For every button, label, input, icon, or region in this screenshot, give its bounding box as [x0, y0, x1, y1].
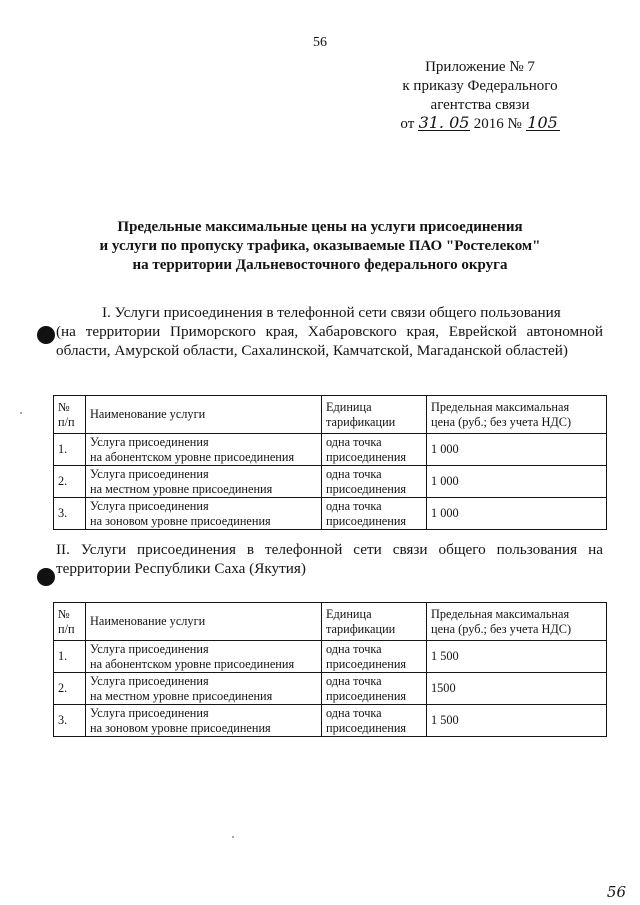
- row-num: 2.: [54, 673, 86, 705]
- hole-punch-mark: [37, 326, 55, 344]
- row-price: 1 000: [427, 498, 607, 530]
- table-row: [54, 434, 607, 466]
- row-price: 1 000: [427, 466, 607, 498]
- hole-punch-mark: [37, 568, 55, 586]
- title-line-1: Предельные максимальные цены на услуги присоединения: [117, 219, 523, 235]
- document-title: [70, 218, 570, 275]
- row-service: Услуга присоединения на зоновом уровне присоединения: [86, 705, 322, 737]
- header-unit: Единица тарификации: [322, 603, 427, 641]
- tariffs-table-1: [53, 395, 607, 530]
- section-1-line-3: области, Амурской области, Сахалинской, Камчатской, Магаданской областей): [56, 342, 568, 359]
- row-num: 2.: [54, 466, 86, 498]
- table-row: [54, 673, 607, 705]
- from-label: от: [400, 116, 415, 132]
- header-service: Наименование услуги: [86, 603, 322, 641]
- row-service: Услуга присоединения на абонентском уровне присоединения: [86, 641, 322, 673]
- page-number: 56: [313, 35, 327, 50]
- handwritten-page-number: 56: [606, 883, 626, 901]
- section-1-line-2: (на территории Приморского края, Хабаровского края, Еврейской автономной: [56, 323, 603, 340]
- row-num: 1.: [54, 641, 86, 673]
- title-line-3: на территории Дальневосточного федерального округа: [132, 257, 508, 273]
- scan-speck: [20, 412, 22, 414]
- table-row: [54, 498, 607, 530]
- appendix-line-2: к приказу Федерального: [402, 78, 558, 94]
- header-num: № п/п: [54, 396, 86, 434]
- row-unit: одна точка присоединения: [322, 641, 427, 673]
- appendix-line-3: агентства связи: [430, 97, 530, 113]
- header-num: № п/п: [54, 603, 86, 641]
- row-num: 3.: [54, 498, 86, 530]
- row-price: 1 500: [427, 705, 607, 737]
- row-service: Услуга присоединения на местном уровне присоединения: [86, 673, 322, 705]
- row-price: 1500: [427, 673, 607, 705]
- section-1-line-1: I. Услуги присоединения в телефонной сети связи общего пользования: [102, 304, 561, 321]
- tariffs-table-2: [53, 602, 607, 737]
- table-row: [54, 466, 607, 498]
- row-num: 3.: [54, 705, 86, 737]
- title-line-2: и услуги по пропуску трафика, оказываемые ПАО "Ростелеком": [99, 238, 541, 254]
- row-service: Услуга присоединения на местном уровне присоединения: [86, 466, 322, 498]
- row-price: 1 000: [427, 434, 607, 466]
- header-price: Предельная максимальная цена (руб.; без учета НДС): [427, 396, 607, 434]
- row-service: Услуга присоединения на зоновом уровне присоединения: [86, 498, 322, 530]
- table-header-row: [54, 396, 607, 434]
- section-2-line-1: II. Услуги присоединения в телефонной сети связи общего пользования на: [56, 541, 603, 558]
- header-service: Наименование услуги: [86, 396, 322, 434]
- year-and-number-label: 2016 №: [473, 116, 522, 132]
- appendix-header: [380, 58, 580, 134]
- row-num: 1.: [54, 434, 86, 466]
- handwritten-date: 31. 05: [418, 113, 470, 132]
- row-unit: одна точка присоединения: [322, 705, 427, 737]
- row-unit: одна точка присоединения: [322, 466, 427, 498]
- appendix-line-1: Приложение № 7: [425, 59, 535, 75]
- handwritten-order-number: 105: [527, 113, 558, 132]
- row-unit: одна точка присоединения: [322, 434, 427, 466]
- section-2-line-2: территории Республики Саха (Якутия): [56, 560, 306, 577]
- row-unit: одна точка присоединения: [322, 673, 427, 705]
- header-unit: Единица тарификации: [322, 396, 427, 434]
- table-row: [54, 641, 607, 673]
- row-service: Услуга присоединения на абонентском уровне присоединения: [86, 434, 322, 466]
- table-row: [54, 705, 607, 737]
- header-price: Предельная максимальная цена (руб.; без учета НДС): [427, 603, 607, 641]
- table-header-row: [54, 603, 607, 641]
- row-unit: одна точка присоединения: [322, 498, 427, 530]
- appendix-order-line: [380, 115, 580, 134]
- scan-speck: [232, 836, 234, 838]
- row-price: 1 500: [427, 641, 607, 673]
